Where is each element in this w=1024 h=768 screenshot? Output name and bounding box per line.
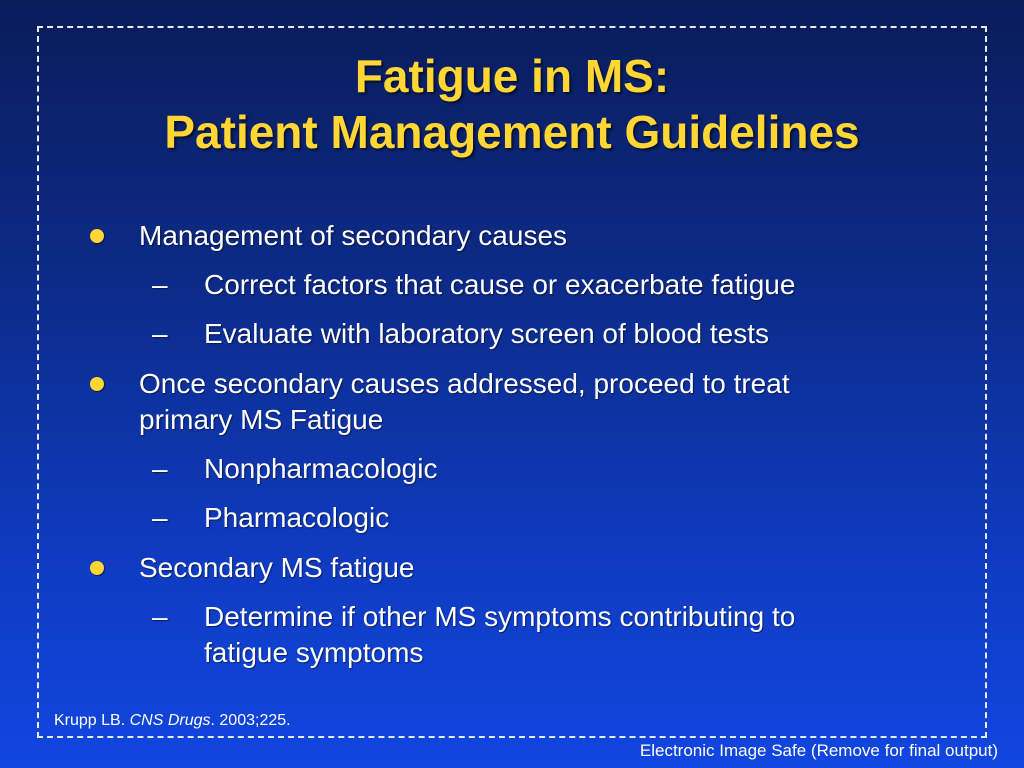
dash-icon: – xyxy=(152,453,168,484)
citation-details: . 2003;225. xyxy=(210,712,291,729)
dash-icon: – xyxy=(152,269,168,300)
bullet-dot-icon xyxy=(90,377,104,391)
sub-item-1-1: Correct factors that cause or exacerbate fatigue xyxy=(204,269,796,300)
footer-note: Electronic Image Safe (Remove for final output) xyxy=(639,741,998,760)
sub-item-3-1-line-1: Determine if other MS symptoms contributing to xyxy=(204,601,796,632)
slide-title-line-2: Patient Management Guidelines xyxy=(164,106,860,158)
bullet-dot-icon xyxy=(90,561,104,575)
dash-icon: – xyxy=(152,601,168,632)
bullet-item-2-line-2: primary MS Fatigue xyxy=(139,404,384,435)
sub-item-2-2: Pharmacologic xyxy=(204,502,390,533)
citation xyxy=(54,711,291,731)
sub-item-2-1: Nonpharmacologic xyxy=(204,453,438,484)
citation-journal: CNS Drugs xyxy=(129,712,211,729)
bullet-item-3: Secondary MS fatigue xyxy=(139,552,415,583)
slide-title-line-1: Fatigue in MS: xyxy=(354,50,670,102)
sub-item-1-2: Evaluate with laboratory screen of blood tests xyxy=(204,318,769,349)
sub-item-3-1-line-2: fatigue symptoms xyxy=(204,637,424,668)
citation-author: Krupp LB. xyxy=(54,712,130,729)
bullet-item-2-line-1: Once secondary causes addressed, proceed to treat xyxy=(139,368,790,399)
bullet-dot-icon xyxy=(90,229,104,243)
dash-icon: – xyxy=(152,502,168,533)
bullet-item-1: Management of secondary causes xyxy=(139,220,568,251)
dash-icon: – xyxy=(152,318,168,349)
